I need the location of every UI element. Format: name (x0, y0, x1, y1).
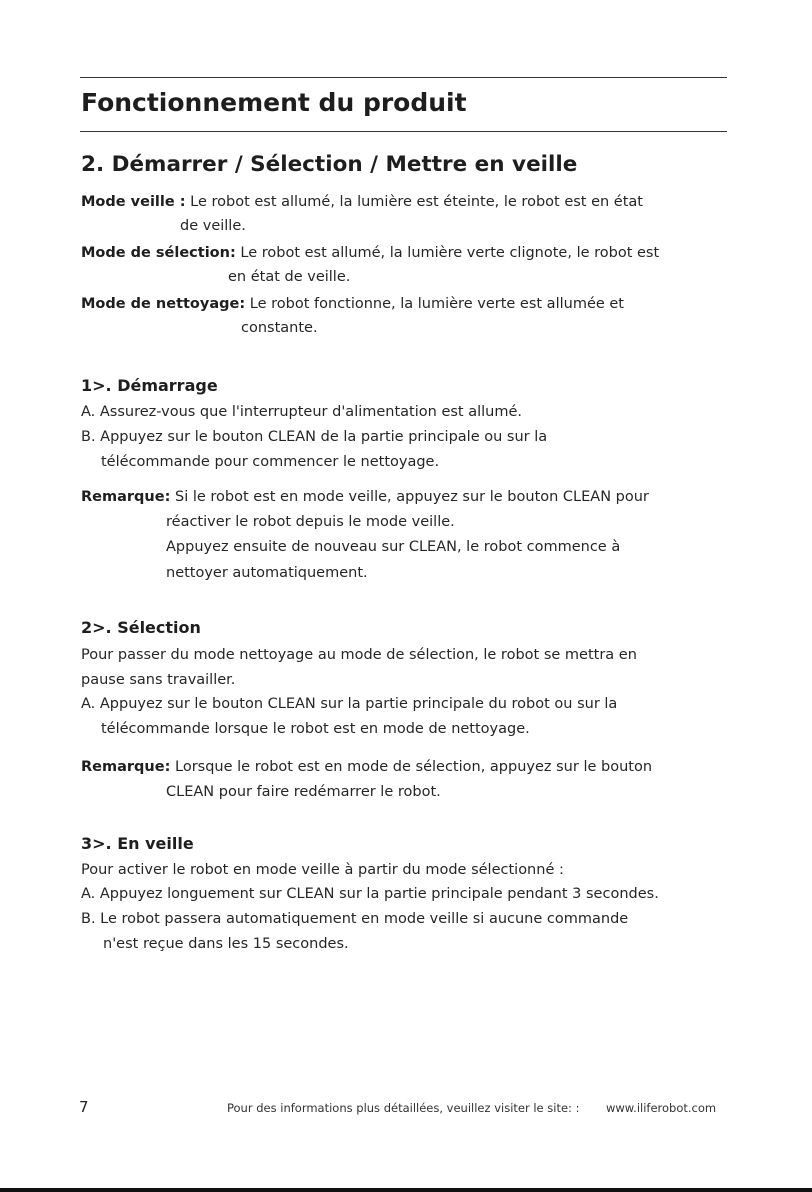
demarrage-step-b: B. Appuyez sur le bouton CLEAN de la partie principale ou sur la (81, 429, 548, 445)
mode-nettoyage-label: Mode de nettoyage: (81, 296, 246, 312)
footer-site-link[interactable]: www.iliferobot.com (606, 1101, 717, 1115)
bottom-edge (0, 1188, 812, 1192)
page-title: Fonctionnement du produit (81, 88, 467, 117)
demarrage-note-text: Si le robot est en mode veille, appuyez sur le bouton CLEAN pour (175, 489, 649, 505)
mode-veille-label: Mode veille : (81, 194, 186, 210)
demarrage-step-a: A. Assurez-vous que l'interrupteur d'alimentation est allumé. (81, 404, 522, 420)
selection-para-2: pause sans travailler. (81, 672, 236, 688)
selection-para-1: Pour passer du mode nettoyage au mode de sélection, le robot se mettra en (81, 647, 637, 663)
selection-note-line2: CLEAN pour faire redémarrer le robot. (166, 784, 441, 800)
section-title: 2. Démarrer / Sélection / Mettre en veille (81, 152, 578, 177)
mode-nettoyage-text: Le robot fonctionne, la lumière verte est allumée et (249, 296, 624, 312)
selection-heading: 2>. Sélection (81, 618, 201, 637)
veille-heading: 3>. En veille (81, 834, 194, 853)
mode-selection-text: Le robot est allumé, la lumière verte clignote, le robot est (240, 245, 660, 261)
selection-step-a: A. Appuyez sur le bouton CLEAN sur la partie principale du robot ou sur la (81, 696, 618, 712)
demarrage-heading: 1>. Démarrage (81, 376, 218, 395)
mode-nettoyage-cont: constante. (241, 320, 318, 336)
mode-selection-cont: en état de veille. (228, 269, 351, 285)
demarrage-step-b-cont: télécommande pour commencer le nettoyage. (101, 454, 440, 470)
demarrage-note-line2: réactiver le robot depuis le mode veille. (166, 514, 455, 530)
mode-veille-text: Le robot est allumé, la lumière est éteinte, le robot est en état (190, 194, 643, 210)
mode-selection-label: Mode de sélection: (81, 245, 236, 261)
mode-veille-cont: de veille. (180, 218, 246, 234)
selection-note (81, 757, 652, 777)
demarrage-note (81, 487, 649, 507)
title-rule (80, 131, 727, 132)
demarrage-note-line3: Appuyez ensuite de nouveau sur CLEAN, le robot commence à (166, 539, 621, 555)
demarrage-note-label: Remarque: (81, 489, 171, 505)
selection-note-label: Remarque: (81, 759, 171, 775)
page-number: 7 (79, 1098, 89, 1116)
mode-veille-line (81, 192, 643, 212)
veille-step-b: B. Le robot passera automatiquement en mode veille si aucune commande (81, 911, 629, 927)
mode-selection-line (81, 243, 659, 263)
selection-step-a-cont: télécommande lorsque le robot est en mode de nettoyage. (101, 721, 530, 737)
selection-note-text: Lorsque le robot est en mode de sélection, appuyez sur le bouton (175, 759, 653, 775)
veille-para: Pour activer le robot en mode veille à partir du mode sélectionné : (81, 862, 564, 878)
veille-step-a: A. Appuyez longuement sur CLEAN sur la partie principale pendant 3 secondes. (81, 886, 659, 902)
mode-nettoyage-line (81, 294, 624, 314)
top-rule (80, 77, 727, 78)
footer-text: Pour des informations plus détaillées, veuillez visiter le site: : (227, 1101, 580, 1115)
demarrage-note-line4: nettoyer automatiquement. (166, 565, 368, 581)
veille-step-b-cont: n'est reçue dans les 15 secondes. (103, 936, 349, 952)
